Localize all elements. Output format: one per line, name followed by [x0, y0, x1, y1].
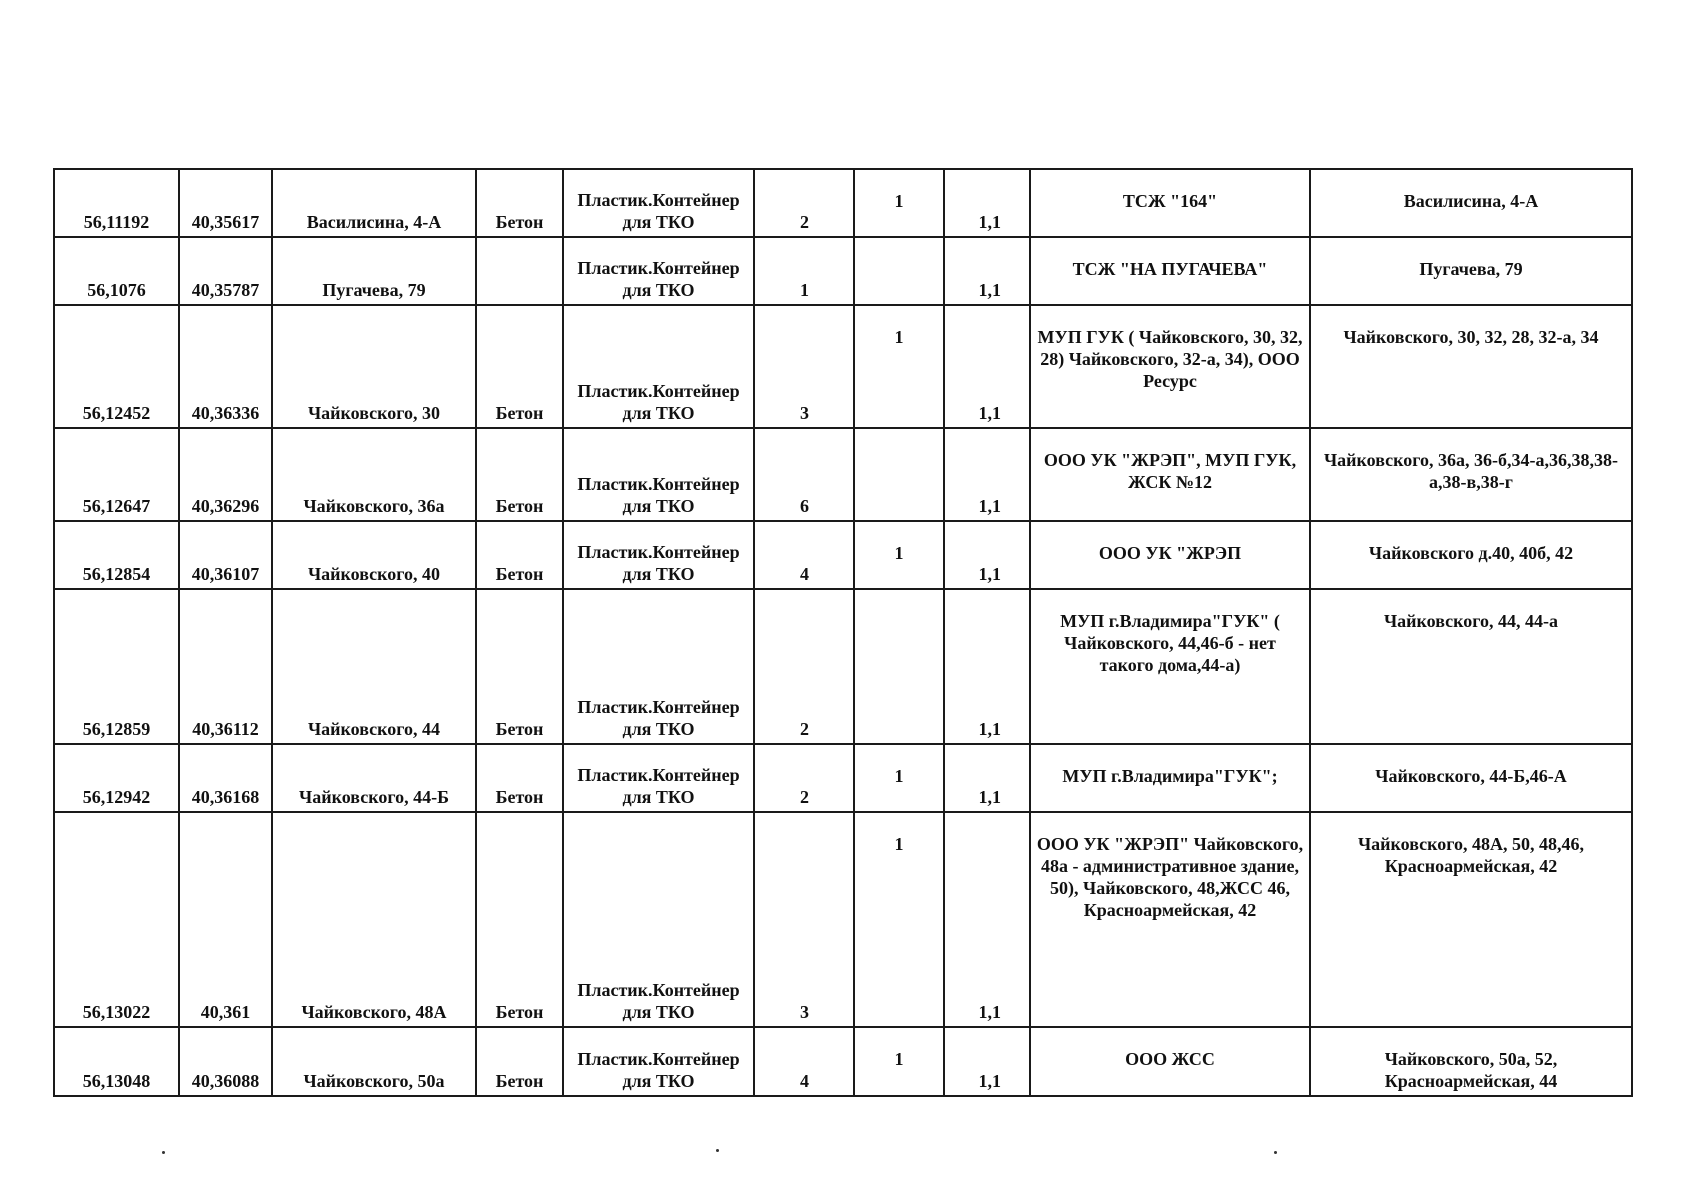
container-cell: Пластик.Контейнер для ТКО	[563, 589, 754, 744]
lon-cell: 40,36088	[179, 1027, 272, 1096]
served-addresses-cell: Чайковского, 30, 32, 28, 32-а, 34	[1310, 305, 1632, 428]
scan-dot	[1274, 1151, 1277, 1154]
surface-cell	[476, 237, 563, 305]
lat-cell: 56,12942	[54, 744, 179, 812]
lat-cell: 56,12859	[54, 589, 179, 744]
served-addresses-cell: Чайковского, 50а, 52, Красноармейская, 44	[1310, 1027, 1632, 1096]
volume-cell: 1,1	[944, 1027, 1030, 1096]
address-cell: Пугачева, 79	[272, 237, 476, 305]
lat-cell: 56,12647	[54, 428, 179, 521]
lon-cell: 40,36168	[179, 744, 272, 812]
waste-sites-table	[53, 168, 1633, 1097]
lon-cell: 40,36296	[179, 428, 272, 521]
surface-cell: Бетон	[476, 1027, 563, 1096]
quantity-cell: 6	[754, 428, 854, 521]
container-cell: Пластик.Контейнер для ТКО	[563, 744, 754, 812]
table-row	[54, 305, 1632, 428]
table-row	[54, 744, 1632, 812]
container-cell: Пластик.Контейнер для ТКО	[563, 169, 754, 237]
quantity-cell: 2	[754, 589, 854, 744]
quantity-extra-cell: 1	[854, 169, 944, 237]
served-addresses-cell: Чайковского, 36а, 36-б,34-а,36,38,38-а,38-в,38-г	[1310, 428, 1632, 521]
quantity-cell: 1	[754, 237, 854, 305]
lat-cell: 56,13022	[54, 812, 179, 1027]
address-cell: Чайковского, 36а	[272, 428, 476, 521]
address-cell: Чайковского, 44-Б	[272, 744, 476, 812]
surface-cell: Бетон	[476, 744, 563, 812]
table-row	[54, 237, 1632, 305]
lat-cell: 56,12452	[54, 305, 179, 428]
volume-cell: 1,1	[944, 521, 1030, 589]
served-addresses-cell: Василисина, 4-А	[1310, 169, 1632, 237]
lon-cell: 40,361	[179, 812, 272, 1027]
served-addresses-cell: Чайковского, 44-Б,46-А	[1310, 744, 1632, 812]
address-cell: Чайковского, 40	[272, 521, 476, 589]
quantity-cell: 4	[754, 1027, 854, 1096]
volume-cell: 1,1	[944, 169, 1030, 237]
volume-cell: 1,1	[944, 744, 1030, 812]
organization-cell: ООО УК "ЖРЭП	[1030, 521, 1310, 589]
address-cell: Чайковского, 48А	[272, 812, 476, 1027]
surface-cell: Бетон	[476, 305, 563, 428]
volume-cell: 1,1	[944, 305, 1030, 428]
organization-cell: ТСЖ "164"	[1030, 169, 1310, 237]
surface-cell: Бетон	[476, 812, 563, 1027]
organization-cell: ООО УК "ЖРЭП", МУП ГУК, ЖСК №12	[1030, 428, 1310, 521]
served-addresses-cell: Пугачева, 79	[1310, 237, 1632, 305]
quantity-extra-cell: 1	[854, 812, 944, 1027]
served-addresses-cell: Чайковского, 48А, 50, 48,46, Красноармейская, 42	[1310, 812, 1632, 1027]
table-row	[54, 521, 1632, 589]
quantity-extra-cell: 1	[854, 305, 944, 428]
table-row	[54, 812, 1632, 1027]
surface-cell: Бетон	[476, 589, 563, 744]
table-row	[54, 428, 1632, 521]
scan-dot	[162, 1151, 165, 1154]
quantity-extra-cell: 1	[854, 744, 944, 812]
scan-dot	[716, 1149, 719, 1152]
organization-cell: ООО ЖСС	[1030, 1027, 1310, 1096]
container-cell: Пластик.Контейнер для ТКО	[563, 237, 754, 305]
quantity-extra-cell: 1	[854, 1027, 944, 1096]
address-cell: Чайковского, 44	[272, 589, 476, 744]
lat-cell: 56,11192	[54, 169, 179, 237]
organization-cell: МУП г.Владимира"ГУК" ( Чайковского, 44,46-б - нет такого дома,44-а)	[1030, 589, 1310, 744]
lat-cell: 56,1076	[54, 237, 179, 305]
table-row	[54, 1027, 1632, 1096]
address-cell: Василисина, 4-А	[272, 169, 476, 237]
quantity-extra-cell: 1	[854, 521, 944, 589]
served-addresses-cell: Чайковского д.40, 40б, 42	[1310, 521, 1632, 589]
lat-cell: 56,12854	[54, 521, 179, 589]
volume-cell: 1,1	[944, 589, 1030, 744]
lon-cell: 40,36112	[179, 589, 272, 744]
quantity-cell: 3	[754, 812, 854, 1027]
surface-cell: Бетон	[476, 521, 563, 589]
organization-cell: ТСЖ "НА ПУГАЧЕВА"	[1030, 237, 1310, 305]
lon-cell: 40,36336	[179, 305, 272, 428]
served-addresses-cell: Чайковского, 44, 44-а	[1310, 589, 1632, 744]
container-cell: Пластик.Контейнер для ТКО	[563, 812, 754, 1027]
volume-cell: 1,1	[944, 812, 1030, 1027]
container-cell: Пластик.Контейнер для ТКО	[563, 305, 754, 428]
quantity-extra-cell	[854, 428, 944, 521]
volume-cell: 1,1	[944, 237, 1030, 305]
organization-cell: МУП г.Владимира"ГУК";	[1030, 744, 1310, 812]
quantity-extra-cell	[854, 237, 944, 305]
surface-cell: Бетон	[476, 428, 563, 521]
lon-cell: 40,36107	[179, 521, 272, 589]
lon-cell: 40,35617	[179, 169, 272, 237]
quantity-cell: 3	[754, 305, 854, 428]
lat-cell: 56,13048	[54, 1027, 179, 1096]
volume-cell: 1,1	[944, 428, 1030, 521]
lon-cell: 40,35787	[179, 237, 272, 305]
organization-cell: ООО УК "ЖРЭП" Чайковского, 48а - административное здание, 50), Чайковского, 48,ЖСС 46, Красноармейская, 42	[1030, 812, 1310, 1027]
container-cell: Пластик.Контейнер для ТКО	[563, 428, 754, 521]
address-cell: Чайковского, 50а	[272, 1027, 476, 1096]
container-cell: Пластик.Контейнер для ТКО	[563, 521, 754, 589]
quantity-extra-cell	[854, 589, 944, 744]
organization-cell: МУП ГУК ( Чайковского, 30, 32, 28) Чайковского, 32-а, 34), ООО Ресурс	[1030, 305, 1310, 428]
quantity-cell: 2	[754, 744, 854, 812]
container-cell: Пластик.Контейнер для ТКО	[563, 1027, 754, 1096]
surface-cell: Бетон	[476, 169, 563, 237]
quantity-cell: 2	[754, 169, 854, 237]
address-cell: Чайковского, 30	[272, 305, 476, 428]
quantity-cell: 4	[754, 521, 854, 589]
table-row	[54, 169, 1632, 237]
table-row	[54, 589, 1632, 744]
